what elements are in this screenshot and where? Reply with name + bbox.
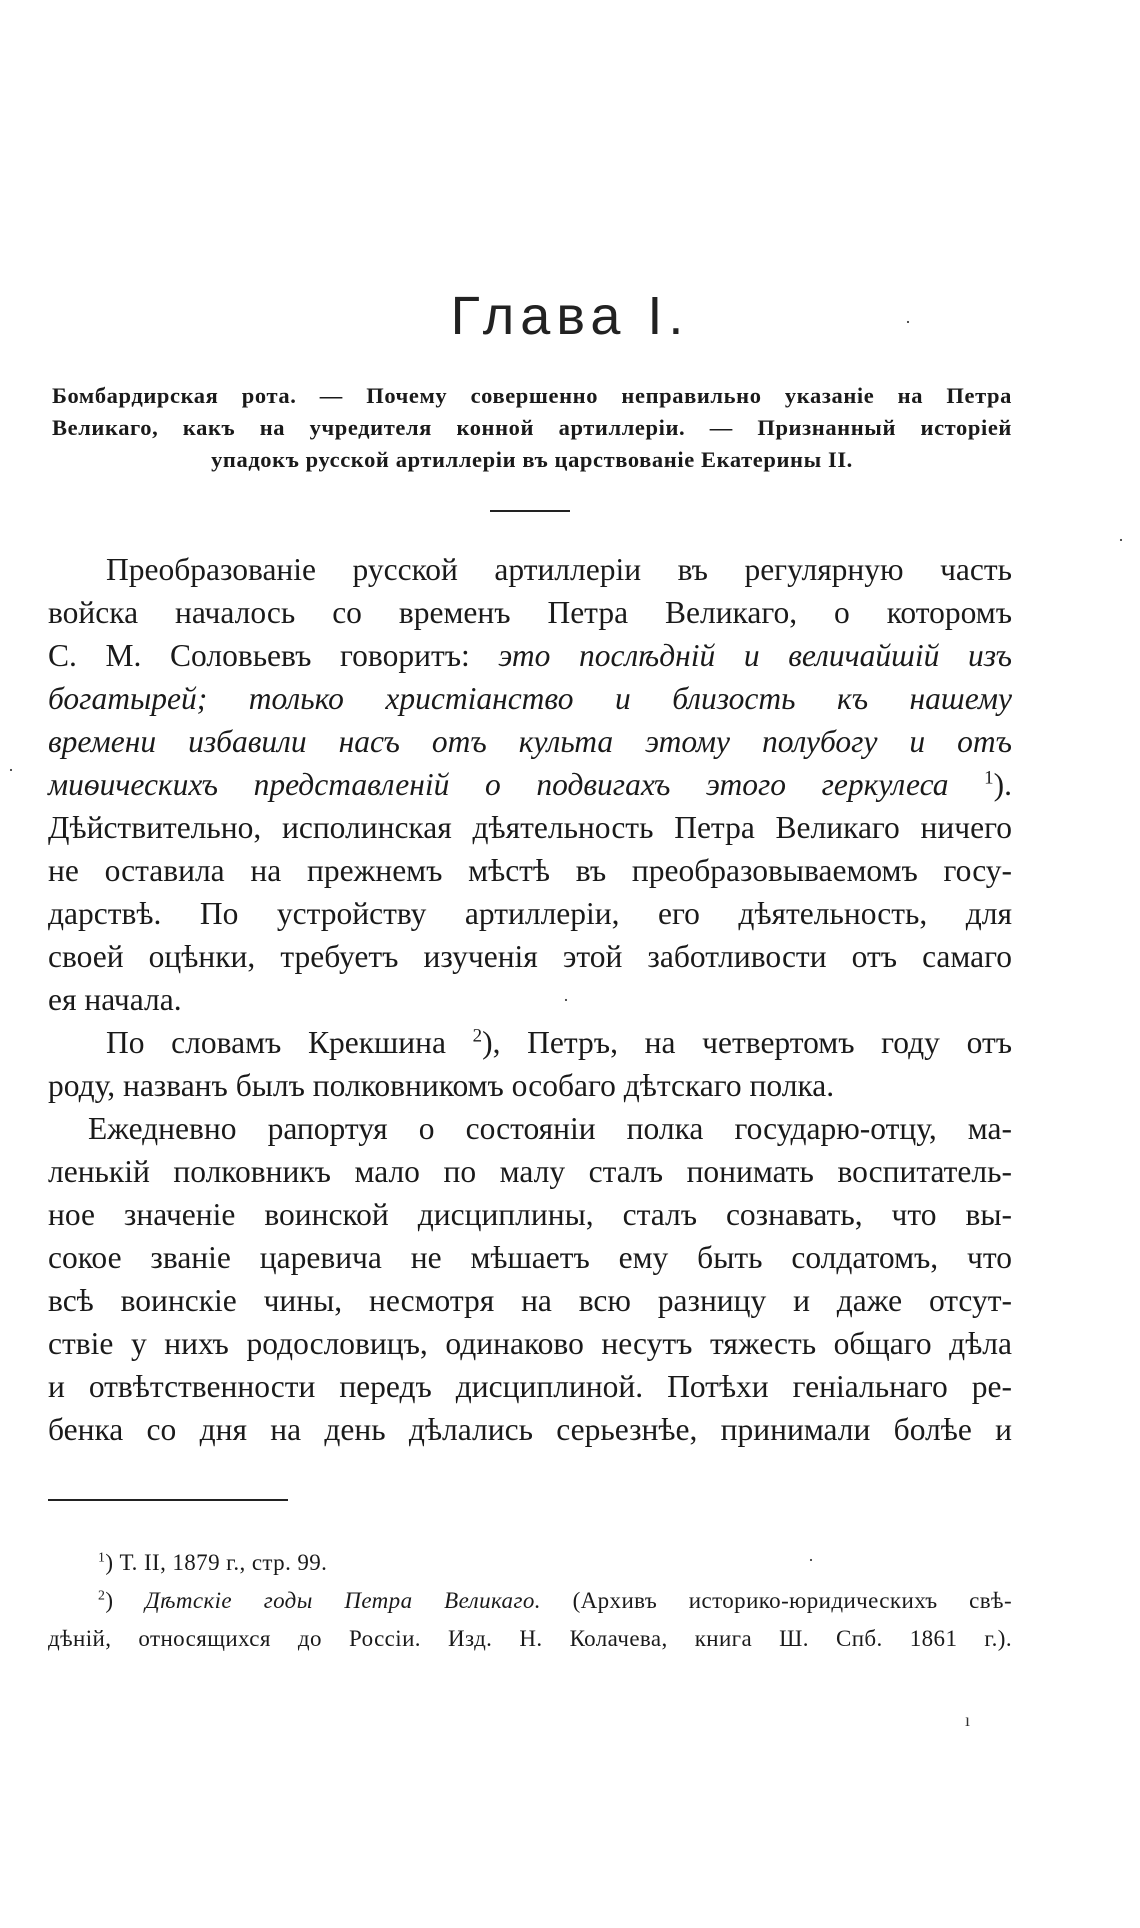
section-divider <box>490 510 570 512</box>
summary-line: Великаго, какъ на учредителя конной артиллеріи. — Признанный исторіей <box>52 415 1012 440</box>
footnote-text: ) Т. II, 1879 г., стр. 99. <box>105 1550 328 1575</box>
scan-speck: · <box>563 990 569 1010</box>
footnote-ref[interactable]: 2 <box>472 1025 483 1047</box>
text-line: войска началось со временъ Петра Великаго, о которомъ <box>48 595 1012 630</box>
text-line: Преобразованіе русской артиллеріи въ регулярную часть <box>106 552 1012 587</box>
text-line: ствіе у нихъ родословицъ, одинаково несутъ тяжесть общаго дѣла <box>48 1326 1012 1361</box>
chapter-summary <box>52 380 1012 476</box>
summary-line: Бомбардирская рота. — Почему совершенно неправильно указаніе на Петра <box>52 383 1012 408</box>
text-line <box>48 763 1012 806</box>
text-line: роду, названъ былъ полковникомъ особаго дѣтскаго полка. <box>48 1068 835 1103</box>
footnotes <box>48 1544 1012 1658</box>
text-line: своей оцѣнки, требуетъ изученія этой заботливости отъ самаго <box>48 939 1012 974</box>
text-line <box>48 634 1012 677</box>
body-text <box>48 548 1012 1451</box>
quote-italic: времени избавили насъ отъ культа этому полубогу и отъ <box>48 724 1012 759</box>
text-line: дарствѣ. По устройству артиллеріи, его дѣятельность, для <box>48 896 1012 931</box>
text-line: Ежедневно рапортуя о состояніи полка государю-отцу, ма- <box>88 1111 1012 1146</box>
text-line: и отвѣтственности передъ дисциплиной. Потѣхи геніальнаго ре- <box>48 1369 1012 1404</box>
scan-speck: · <box>808 1550 814 1570</box>
text-run: По словамъ Крекшина <box>106 1025 473 1060</box>
text-line: ея начала. <box>48 982 182 1017</box>
footnote-ref[interactable]: 1 <box>984 767 994 789</box>
text-line: Дѣйствительно, исполинская дѣятельность Петра Великаго ничего <box>48 810 1012 845</box>
text-line: ное значеніе воинской дисциплины, сталъ сознавать, что вы- <box>48 1197 1012 1232</box>
scan-speck: · <box>1118 530 1124 550</box>
footnote-divider <box>48 1499 288 1501</box>
quote-italic: это послѣдній и величайшій изъ <box>498 638 1013 673</box>
quote-italic: богатырей; только христіанство и близость къ нашему <box>48 681 1012 716</box>
text-line: не оставила на прежнемъ мѣстѣ въ преобразовываемомъ госу- <box>48 853 1012 888</box>
text-run: ), Петръ, на четвертомъ году отъ <box>482 1025 1012 1060</box>
text-line <box>48 1021 1012 1064</box>
text-line: всѣ воинскіе чины, несмотря на всю разницу и даже отсут- <box>48 1283 1012 1318</box>
footnote-text: (Архивъ историко-юридическихъ свѣ- <box>540 1588 1012 1613</box>
text-run: ). <box>993 767 1012 802</box>
chapter-title: Глава I. <box>450 286 690 346</box>
footnote-text: ) <box>105 1588 146 1613</box>
footnote-number: 2 <box>98 1587 106 1603</box>
footnote-title-italic: Дѣтскіе годы Петра Великаго. <box>145 1588 541 1613</box>
text-line <box>48 677 1012 720</box>
footnote-number: 1 <box>98 1549 106 1565</box>
text-line: ленькій полковникъ мало по малу сталъ понимать воспитатель- <box>48 1154 1012 1189</box>
summary-line: упадокъ русской артиллеріи въ царствованіе Екатерины II. <box>211 447 853 472</box>
scan-speck: · <box>8 760 14 780</box>
quote-italic: миѳическихъ представленій о подвигахъ этого геркулеса <box>48 767 985 802</box>
footnote-2 <box>48 1582 1012 1620</box>
footnote-1 <box>48 1544 1012 1582</box>
text-line: бенка со дня на день дѣлались серьезнѣе, принимали болѣе и <box>48 1412 1012 1447</box>
text-run: С. М. Соловьевъ говоритъ: <box>48 638 499 673</box>
scan-speck: ı <box>965 1710 971 1730</box>
scan-speck: · <box>905 312 911 332</box>
text-line: сокое званіе царевича не мѣшаетъ ему быть солдатомъ, что <box>48 1240 1012 1275</box>
footnote-2-cont: дѣній, относящихся до Россіи. Изд. Н. Колачева, книга Ш. Спб. 1861 г.). <box>48 1626 1012 1651</box>
text-line <box>48 720 1012 763</box>
